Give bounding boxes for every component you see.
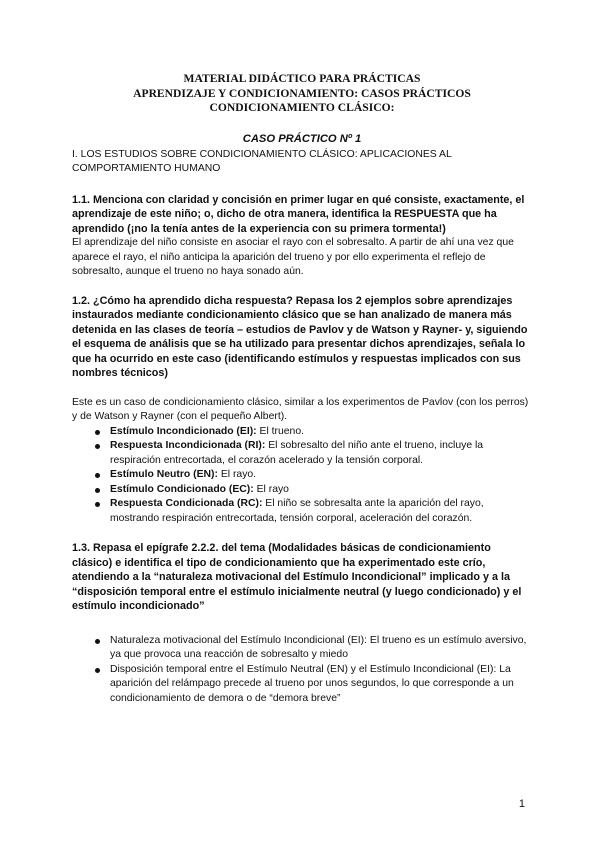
item-term: Respuesta Condicionada (RC): [110,498,263,509]
item-text: El rayo [253,483,289,495]
question-1-2: 1.2. ¿Cómo ha aprendido dicha respuesta? Repasa los 2 ejemplos sobre aprendizajes instaurados mediante condicionamiento clásico que se han analizado de manera más detenida en las clases de teoría – estudios de Pavlov y de Watson y Rayner- y, siguiendo el esquema de análisis que se ha utilizado para presentar dichos aprendizajes, señala lo que ha ocurrido en este caso (identificando estímulos y respuestas implicados con sus nombres técnicos) [72,294,528,379]
question-1-1: 1.1. Menciona con claridad y concisión en primer lugar en qué consiste, exactamente, el aprendizaje de este niño; o, dicho de otra manera, identifica la RESPUESTA que ha aprendido (¡no la tenía antes de la experiencia con su primera tormenta!) [72,193,525,235]
list-item [90,634,532,663]
list-item [90,483,532,498]
document-page [72,60,532,706]
item-text: El sobresalto del niño ante el trueno, incluye la respiración entrecortada, el corazón acelerado y la tensión corporal. [110,440,484,466]
document-header [72,72,532,116]
list-item [90,468,532,483]
list-item [90,439,532,468]
item-term: Estímulo Condicionado (EC): [110,483,254,495]
page-number: 1 [518,798,525,810]
conditioning-type-list [90,634,532,707]
answer-1-2-intro: Este es un caso de condicionamiento clásico, similar a los experimentos de Pavlov (con los perros) y de Watson y Rayner (con el pequeño Albert). [72,396,529,422]
item-term: Respuesta Incondicionada (RI): [110,440,266,451]
bullet-icon [95,444,100,449]
question-1-3: 1.3. Repasa el epígrafe 2.2.2. del tema (Modalidades básicas de condicionamiento clásico) e identifica el tipo de condicionamiento que ha experimentado este crío, atendiendo a la “naturaleza motivacional del Estímulo Incondicional” implicado y a la “disposición temporal entre el estímulo inicialmente neutral (y luego condicionado) y el estímulo incondicionado” [72,542,522,612]
bullet-icon [95,473,100,478]
bullet-icon [95,639,100,644]
header-line-3: CONDICIONAMIENTO CLÁSICO: [209,101,395,114]
header-line-1: MATERIAL DIDÁCTICO PARA PRÁCTICAS [183,72,421,85]
item-text: Naturaleza motivacional del Estímulo Incondicional (EI): El trueno es un estímulo aversivo, ya que provoca una reacción de sobresalto y miedo [110,634,527,660]
stimulus-response-list [90,425,532,527]
section-intro: I. LOS ESTUDIOS SOBRE CONDICIONAMIENTO CLÁSICO: APLICACIONES AL COMPORTAMIENTO HUMANO [72,148,452,174]
list-item [90,663,532,707]
item-text: El rayo. [217,469,257,480]
bullet-icon [95,430,100,435]
bullet-icon [95,488,100,493]
header-line-2: APRENDIZAJE Y CONDICIONAMIENTO: CASOS PRÁCTICOS [133,86,471,100]
item-text: El trueno. [256,425,304,437]
answer-1-1: El aprendizaje del niño consiste en asociar el rayo con el sobresalto. A partir de ahí una vez que aparece el rayo, el niño anticipa la aparición del trueno y por ello experimenta el reflejo de sobresalto, aunque el trueno no haya sonado aún. [72,237,514,277]
list-item [90,425,532,440]
case-title: CASO PRÁCTICO Nº 1 [242,132,362,145]
item-term: Estímulo Neutro (EN): [110,469,218,480]
item-term: Estímulo Incondicionado (EI): [110,425,257,437]
item-text: El niño se sobresalta ante la aparición del rayo, mostrando respiración entrecortada, tensión corporal, aceleración del corazón. [110,498,484,524]
bullet-icon [95,502,100,507]
item-text: Disposición temporal entre el Estímulo Neutral (EN) y el Estímulo Incondicional (EI): La aparición del relámpago precede al trueno por unos segundos, lo que corresponde a un condicionamiento de demora o de “demora breve” [110,663,514,704]
list-item [90,497,532,526]
bullet-icon [95,668,100,673]
